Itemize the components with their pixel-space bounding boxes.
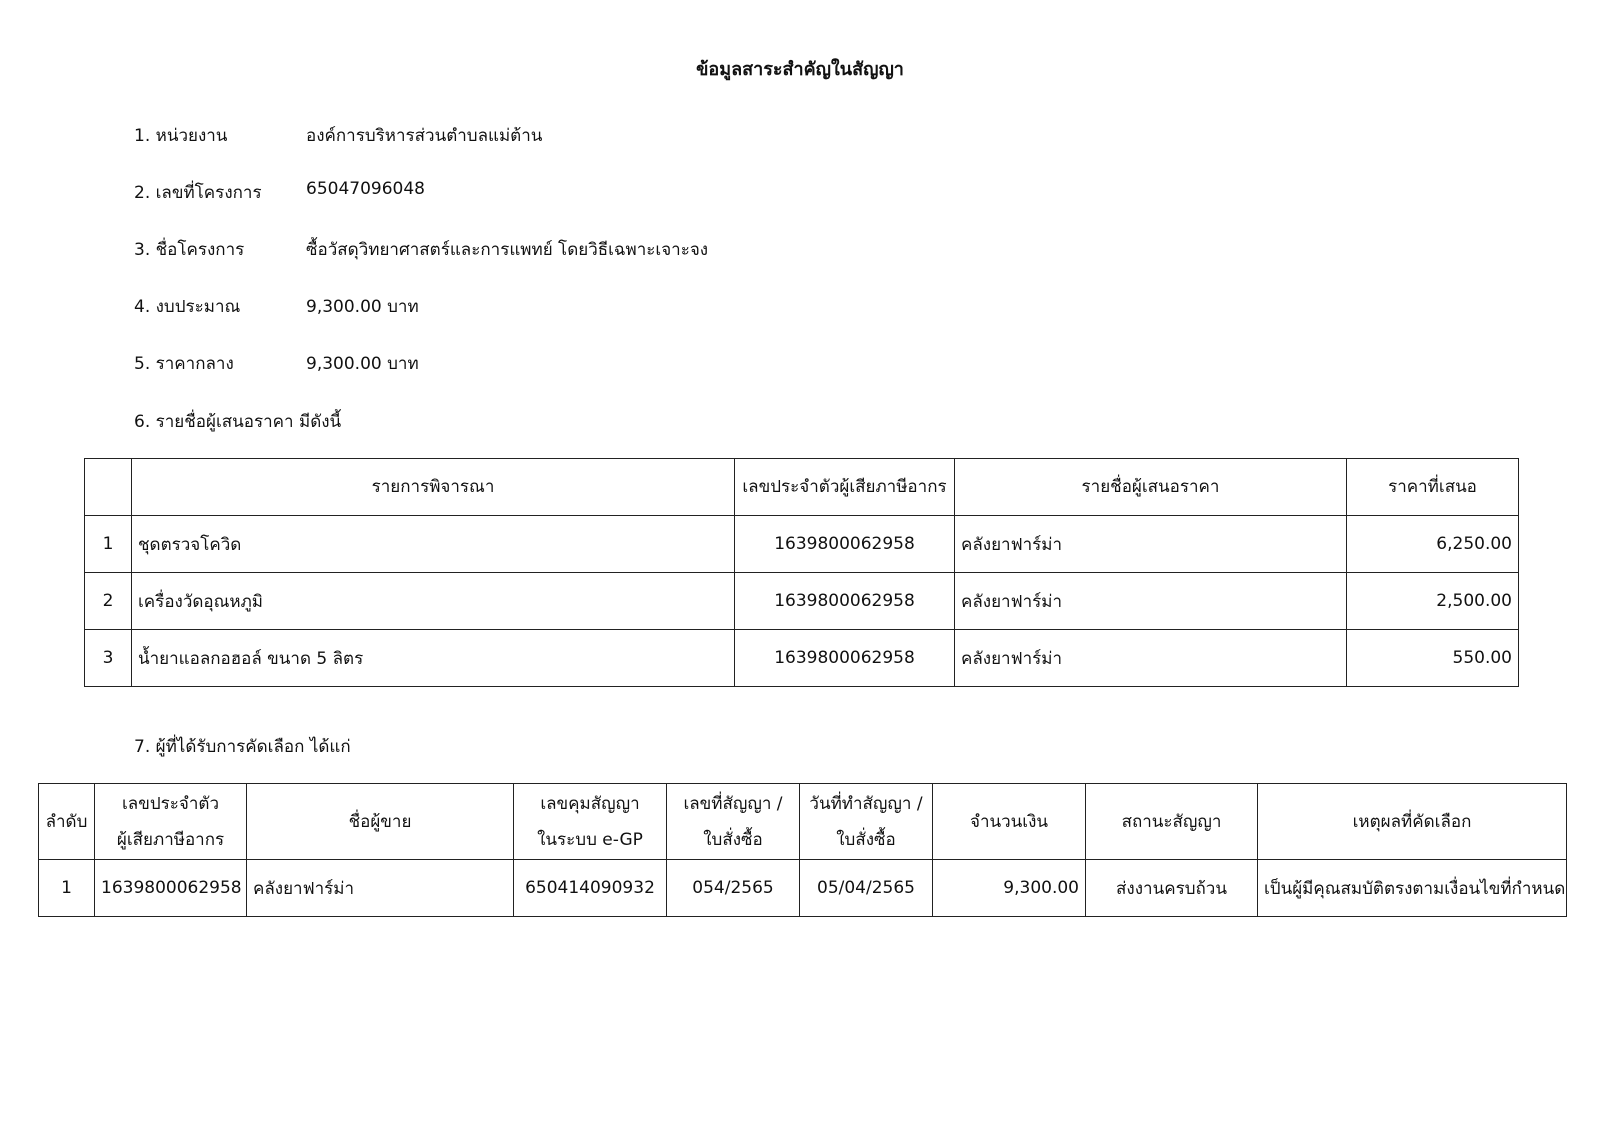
document-title: ข้อมูลสาระสำคัญในสัญญา [696, 59, 904, 80]
col-header-seller: ชื่อผู้ขาย [247, 784, 514, 860]
info-value: 9,300.00 บาท [306, 297, 419, 317]
row-amount: 9,300.00 [933, 860, 1086, 917]
table-row [85, 573, 1519, 630]
col-header-amount: จำนวนเงิน [933, 784, 1086, 860]
info-value: 65047096048 [306, 179, 425, 199]
row-reason: เป็นผู้มีคุณสมบัติตรงตามเงื่อนไขที่กำหนด [1258, 860, 1567, 917]
row-seller: คลังยาฟาร์ม่า [247, 860, 514, 917]
info-value: องค์การบริหารส่วนตำบลแม่ต้าน [306, 126, 543, 146]
row-tax-id: 1639800062958 [95, 860, 247, 917]
row-tax-id: 1639800062958 [735, 516, 955, 573]
row-contract-date: 05/04/2565 [800, 860, 933, 917]
info-label: 2. เลขที่โครงการ [134, 183, 262, 203]
row-number: 1 [39, 860, 95, 917]
row-number: 3 [85, 630, 132, 687]
info-label: 5. ราคากลาง [134, 354, 234, 374]
table-header-row [85, 459, 1519, 516]
row-bidder: คลังยาฟาร์ม่า [955, 516, 1347, 573]
row-bidder: คลังยาฟาร์ม่า [955, 630, 1347, 687]
col-header-bidder: รายชื่อผู้เสนอราคา [955, 459, 1347, 516]
row-item: น้ำยาแอลกอฮอล์ ขนาด 5 ลิตร [132, 630, 735, 687]
row-price: 6,250.00 [1347, 516, 1519, 573]
info-label: 4. งบประมาณ [134, 297, 241, 317]
info-value: 9,300.00 บาท [306, 354, 419, 374]
col-header-tax-id: เลขประจำตัว ผู้เสียภาษีอากร [95, 784, 247, 860]
col-header-item: รายการพิจารณา [132, 459, 735, 516]
col-header-status: สถานะสัญญา [1086, 784, 1258, 860]
selected-vendor-table [38, 783, 1567, 917]
col-header-reason: เหตุผลที่คัดเลือก [1258, 784, 1567, 860]
table-row [39, 860, 1567, 917]
info-label: 3. ชื่อโครงการ [134, 240, 245, 260]
row-tax-id: 1639800062958 [735, 573, 955, 630]
row-item: ชุดตรวจโควิด [132, 516, 735, 573]
col-header-contract-number: เลขที่สัญญา / ใบสั่งซื้อ [667, 784, 800, 860]
row-contract-number: 054/2565 [667, 860, 800, 917]
table-row [85, 630, 1519, 687]
bidders-table [84, 458, 1519, 687]
col-header [85, 459, 132, 516]
row-number: 1 [85, 516, 132, 573]
row-price: 2,500.00 [1347, 573, 1519, 630]
row-item: เครื่องวัดอุณหภูมิ [132, 573, 735, 630]
table-header-row [39, 784, 1567, 860]
col-header-contract-date: วันที่ทำสัญญา / ใบสั่งซื้อ [800, 784, 933, 860]
table-row [85, 516, 1519, 573]
row-price: 550.00 [1347, 630, 1519, 687]
col-header-tax-id: เลขประจำตัวผู้เสียภาษีอากร [735, 459, 955, 516]
row-bidder: คลังยาฟาร์ม่า [955, 573, 1347, 630]
col-header-price: ราคาที่เสนอ [1347, 459, 1519, 516]
row-egp-number: 650414090932 [514, 860, 667, 917]
row-status: ส่งงานครบถ้วน [1086, 860, 1258, 917]
info-value: ซื้อวัสดุวิทยาศาสตร์และการแพทย์ โดยวิธีเฉพาะเจาะจง [306, 240, 709, 260]
row-tax-id: 1639800062958 [735, 630, 955, 687]
row-number: 2 [85, 573, 132, 630]
info-label: 1. หน่วยงาน [134, 126, 228, 146]
col-header-egp-number: เลขคุมสัญญา ในระบบ e-GP [514, 784, 667, 860]
col-header-order: ลำดับ [39, 784, 95, 860]
